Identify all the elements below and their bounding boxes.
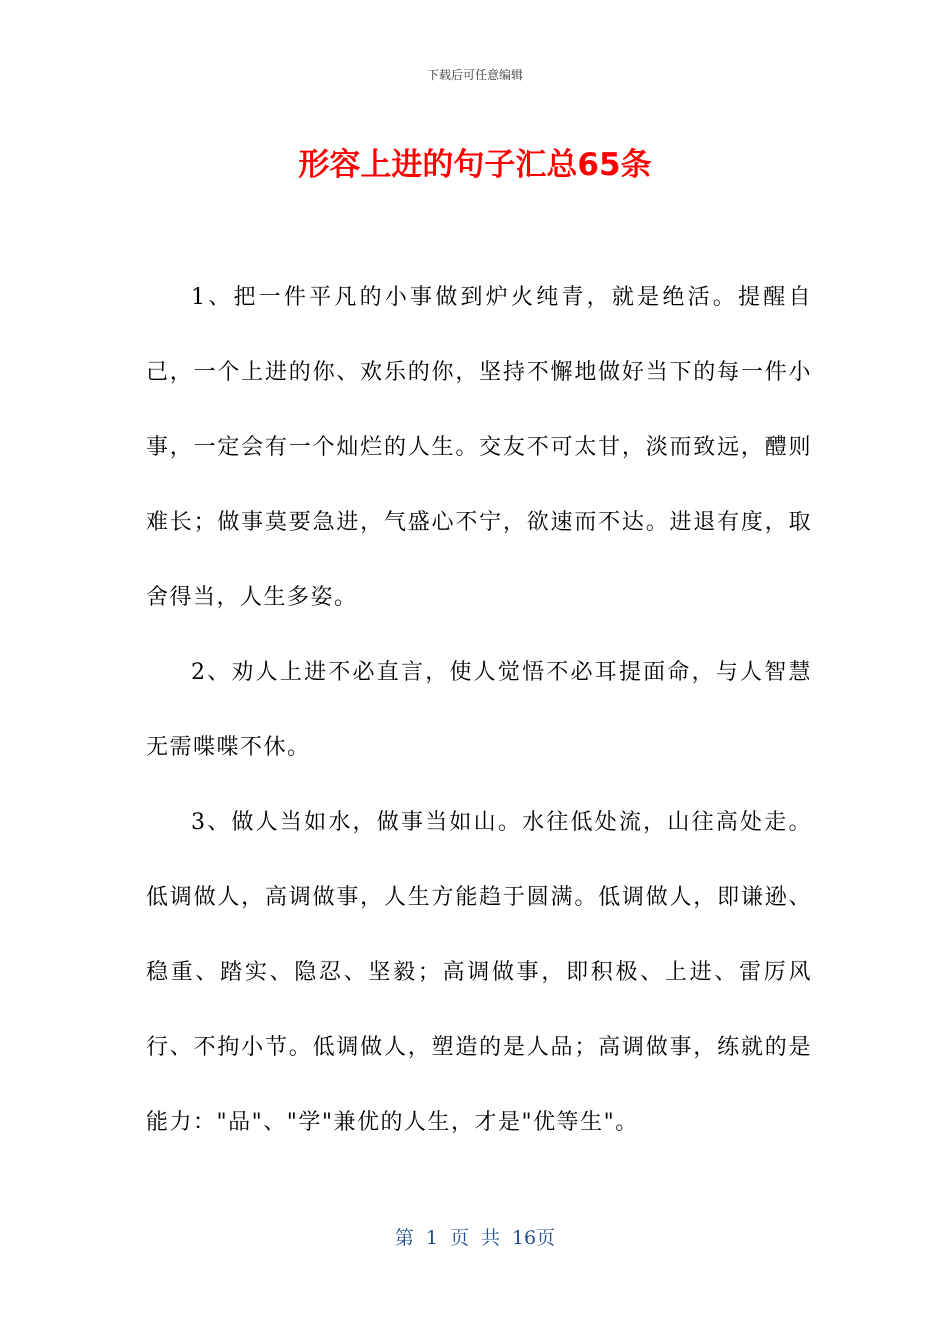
footer-total-word: 共 [480, 1227, 500, 1249]
footer-page-word: 页 [449, 1227, 469, 1249]
document-body [146, 260, 812, 1160]
paragraph-2: 2、劝人上进不必直言，使人觉悟不必耳提面命，与人智慧无需喋喋不休。 [146, 660, 812, 760]
footer-total-pages: 16页 [511, 1227, 556, 1249]
page-footer [0, 1224, 950, 1252]
footer-prefix: 第 [394, 1227, 414, 1249]
paragraph-3: 3、做人当如水，做事当如山。水往低处流，山往高处走。低调做人，高调做事，人生方能趋于圆满。低调做人，即谦逊、稳重、踏实、隐忍、坚毅；高调做事，即积极、上进、雷厉风行、不拘小节。低调做人，塑造的是人品；高调做事，练就的是能力："品"、"学"兼优的人生，才是"优等生"。 [146, 810, 812, 1135]
paragraph-1: 1、把一件平凡的小事做到炉火纯青，就是绝活。提醒自己，一个上进的你、欢乐的你，坚持不懈地做好当下的每一件小事，一定会有一个灿烂的人生。交友不可太甘，淡而致远，醴则难长；做事莫要急进，气盛心不宁，欲速而不达。进退有度，取舍得当，人生多姿。 [146, 285, 812, 610]
document-title: 形容上进的句子汇总65条 [298, 147, 652, 183]
footer-current-page: 1 [425, 1227, 438, 1249]
page-header [0, 66, 950, 84]
header-note: 下载后可任意编辑 [426, 68, 523, 82]
